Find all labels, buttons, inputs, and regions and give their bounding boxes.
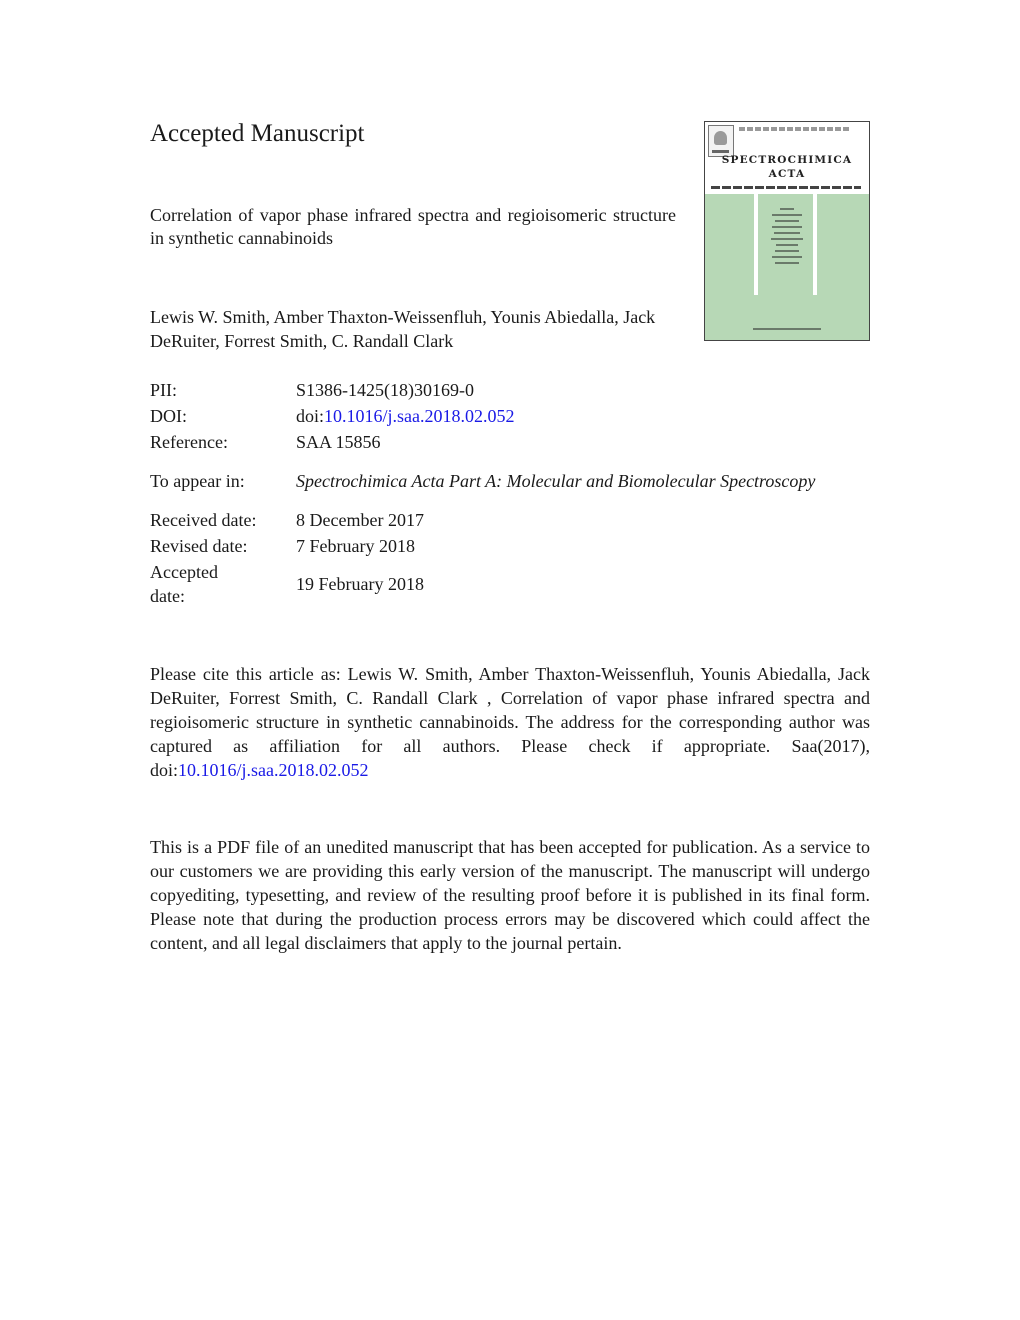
article-metadata [150,378,870,608]
doi-link[interactable]: 10.1016/j.saa.2018.02.052 [324,406,515,426]
cover-header [705,122,869,194]
pii-row [150,378,870,402]
doi-row [150,404,870,428]
cover-editor-lines [764,208,810,268]
reference-value: SAA 15856 [296,432,381,452]
author-list: Lewis W. Smith, Amber Thaxton-Weissenfluh, Younis Abiedalla, Jack DeRuiter, Forrest Smith, C. Randall Clark [150,307,656,351]
accepted-label: Accepted date: [150,562,218,606]
cover-journal-name: SPECTROCHIMICA ACTA [721,154,853,180]
citation-text: Please cite this article as: Lewis W. Smith, Amber Thaxton-Weissenfluh, Younis Abiedalla, Jack DeRuiter, Forrest Smith, C. Randall Clark , Correlation of vapor phase infrared spectra and regioisomeric structure in synthetic cannabinoids. The address for the corresponding author was captured as affiliation for all authors. Please check if appropriate. Saa(2017), doi: [150,664,870,780]
cover-volume-line [739,127,849,131]
accepted-value: 19 February 2018 [296,574,424,594]
revised-label: Revised date: [150,536,248,556]
journal-name: Spectrochimica Acta Part A: Molecular and Biomolecular Spectroscopy [296,471,816,491]
reference-label: Reference: [150,432,228,452]
cover-footer-line [753,328,821,330]
citation-doi-link[interactable]: 10.1016/j.saa.2018.02.052 [178,760,369,780]
accepted-row [150,560,870,608]
pii-label: PII: [150,380,177,400]
disclaimer-paragraph: This is a PDF file of an unedited manuscript that has been accepted for publication. As a service to our customers we are providing this early version of the manuscript. The manuscript will undergo copyediting, typesetting, and review of the resulting proof before it is published in its final form. Please note that during the production process errors may be discovered which could affect the content, and all legal disclaimers that apply to the journal pertain. [150,837,870,953]
received-label: Received date: [150,510,257,530]
doi-label: DOI: [150,406,187,426]
revised-value: 7 February 2018 [296,536,415,556]
received-row [150,508,870,532]
journal-cover-image [704,121,870,341]
appear-in-row [150,469,870,493]
pii-value: S1386-1425(18)30169-0 [296,380,474,400]
appear-in-label: To appear in: [150,471,245,491]
cover-stripe-left [754,194,758,295]
citation-paragraph [150,662,870,782]
cover-green-panel [705,194,869,340]
cover-subtitle-line [711,186,861,189]
revised-row [150,534,870,558]
doi-prefix: doi: [296,406,325,426]
page-heading: Accepted Manuscript [150,120,365,147]
reference-row [150,430,870,454]
cover-stripe-right [813,194,817,295]
received-value: 8 December 2017 [296,510,424,530]
article-title: Correlation of vapor phase infrared spectra and regioisomeric structure in synthetic cannabinoids [150,205,676,248]
doi-value-wrapper [296,404,870,428]
